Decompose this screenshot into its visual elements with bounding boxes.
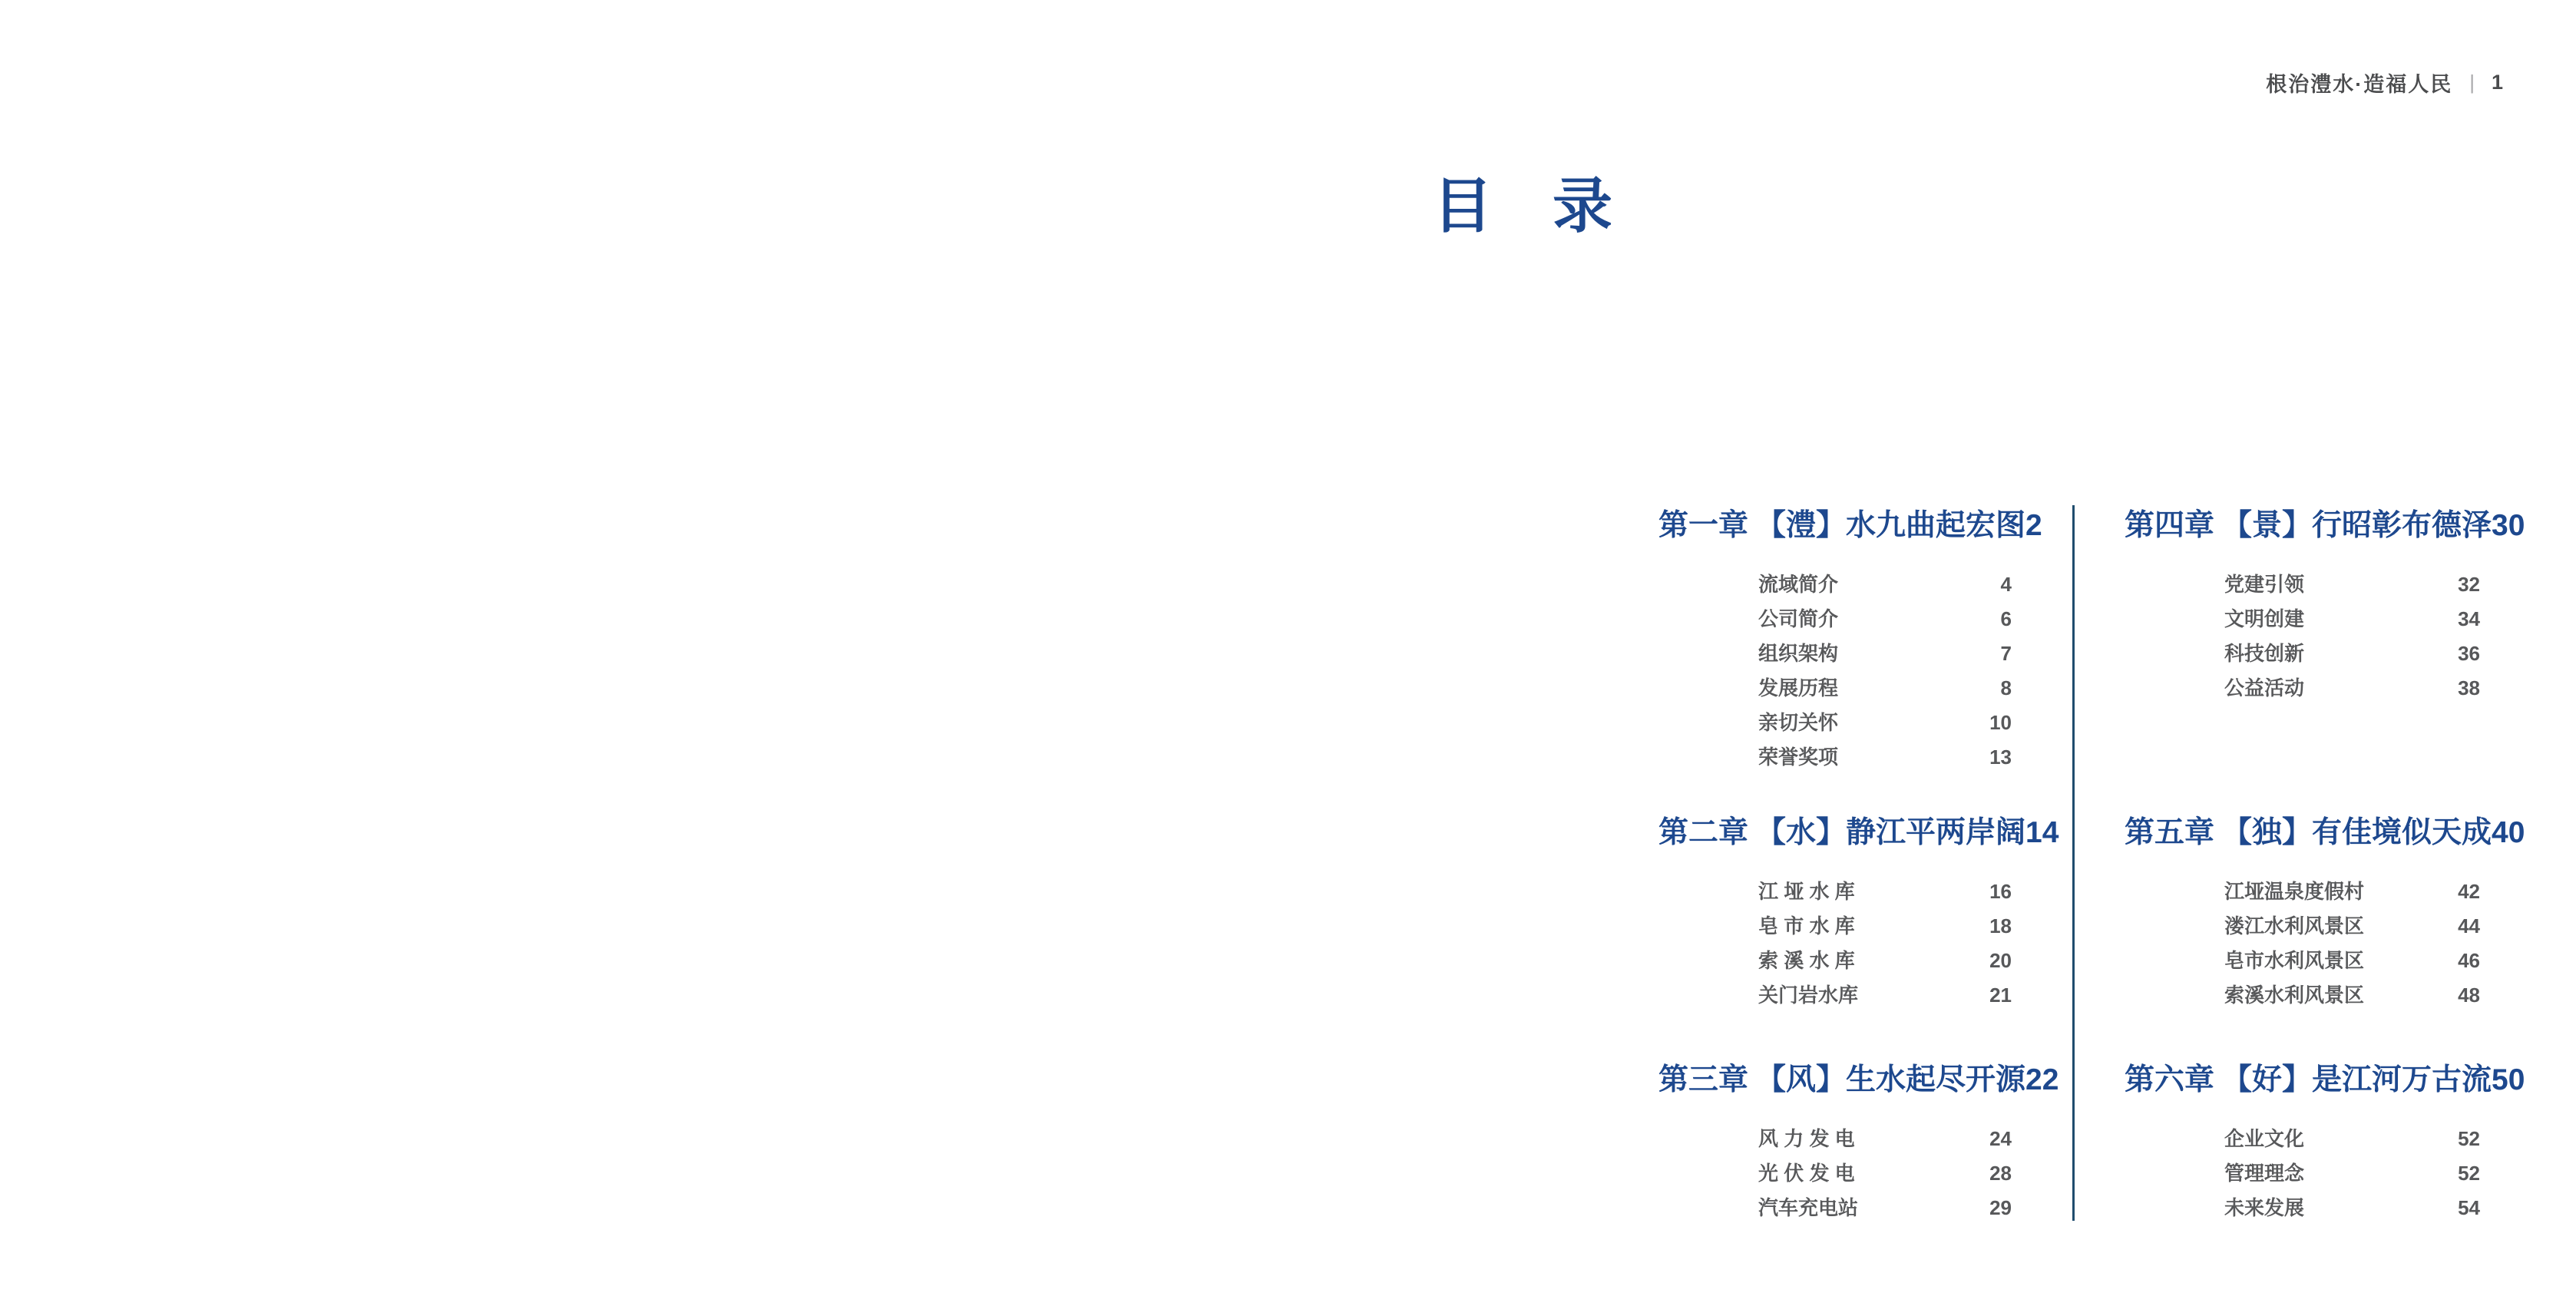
header-separator: | bbox=[2469, 71, 2475, 94]
chapter-items bbox=[2125, 875, 2480, 1013]
toc-item bbox=[1758, 740, 2012, 775]
page-number: 1 bbox=[2491, 71, 2503, 94]
toc-item-page-number: 10 bbox=[1989, 711, 2012, 734]
chapter-label: 第四章 bbox=[2125, 509, 2215, 542]
toc-page-title: 目 录 bbox=[1433, 172, 1613, 240]
chapter-title: 【澧】水九曲起宏图 bbox=[1756, 509, 2026, 542]
toc-item-page-number: 32 bbox=[2458, 573, 2480, 596]
chapter-page-number: 50 bbox=[2492, 1063, 2525, 1096]
toc-item-label: 管理理念 bbox=[2224, 1162, 2305, 1185]
chapter-title: 【好】是江河万古流 bbox=[2222, 1063, 2492, 1096]
toc-column-left bbox=[1658, 0, 2059, 1306]
toc-item bbox=[1758, 636, 2012, 671]
toc-item-label: 皂市水利风景区 bbox=[2224, 949, 2365, 972]
chapter-title: 【风】生水起尽开源 bbox=[1756, 1063, 2026, 1096]
toc-item-label: 荣誉奖项 bbox=[1758, 746, 1839, 769]
toc-item-page-number: 52 bbox=[2458, 1127, 2480, 1150]
chapter-title: 【独】有佳境似天成 bbox=[2222, 816, 2492, 849]
toc-item-page-number: 18 bbox=[1989, 914, 2012, 937]
toc-item bbox=[1758, 1156, 2012, 1191]
chapter-label: 第三章 bbox=[1658, 1063, 1749, 1096]
toc-item bbox=[2224, 671, 2480, 706]
chapter-title: 【景】行昭彰布德泽 bbox=[2222, 509, 2492, 542]
chapter-page-number: 2 bbox=[2025, 509, 2042, 542]
chapter-heading bbox=[1658, 508, 2042, 544]
column-divider bbox=[2072, 505, 2075, 1221]
toc-item bbox=[1758, 602, 2012, 636]
toc-item-label: 汽车充电站 bbox=[1758, 1196, 1859, 1219]
toc-item-label: 皂 市 水 库 bbox=[1758, 914, 1855, 937]
toc-item-page-number: 24 bbox=[1989, 1127, 2012, 1150]
chapter-title: 【水】静江平两岸阔 bbox=[1756, 816, 2026, 849]
toc-item bbox=[1758, 909, 2012, 944]
toc-item-page-number: 46 bbox=[2458, 949, 2480, 972]
toc-item bbox=[1758, 1191, 2012, 1225]
toc-item bbox=[2224, 944, 2480, 978]
toc-item-label: 索 溪 水 库 bbox=[1758, 949, 1855, 972]
chapter-label: 第一章 bbox=[1658, 509, 1749, 542]
chapter-block bbox=[2125, 815, 2525, 1013]
toc-item-page-number: 8 bbox=[2000, 676, 2012, 699]
chapter-label: 第五章 bbox=[2125, 816, 2215, 849]
toc-item-label: 公司简介 bbox=[1758, 607, 1839, 630]
toc-item-page-number: 7 bbox=[2000, 642, 2012, 665]
toc-item-page-number: 44 bbox=[2458, 914, 2480, 937]
toc-item-label: 流域简介 bbox=[1758, 573, 1839, 596]
toc-item bbox=[1758, 1122, 2012, 1156]
toc-item-page-number: 6 bbox=[2000, 607, 2012, 630]
toc-item bbox=[1758, 875, 2012, 909]
chapter-block bbox=[2125, 1063, 2525, 1225]
chapter-heading bbox=[2125, 815, 2525, 851]
chapter-heading bbox=[2125, 508, 2525, 544]
toc-item-page-number: 38 bbox=[2458, 676, 2480, 699]
chapter-page-number: 40 bbox=[2492, 816, 2525, 849]
toc-item-label: 索溪水利风景区 bbox=[2224, 984, 2365, 1007]
toc-item-label: 溇江水利风景区 bbox=[2224, 914, 2365, 937]
chapter-heading bbox=[1658, 1063, 2059, 1098]
toc-column-right bbox=[2125, 0, 2525, 1306]
toc-item bbox=[1758, 944, 2012, 978]
toc-item-page-number: 42 bbox=[2458, 880, 2480, 903]
toc-item-page-number: 36 bbox=[2458, 642, 2480, 665]
toc-item bbox=[2224, 978, 2480, 1013]
toc-item-page-number: 20 bbox=[1989, 949, 2012, 972]
chapter-page-number: 30 bbox=[2492, 509, 2525, 542]
toc-item-label: 亲切关怀 bbox=[1758, 711, 1839, 734]
toc-item-label: 党建引领 bbox=[2224, 573, 2305, 596]
toc-item bbox=[2224, 909, 2480, 944]
toc-item-label: 公益活动 bbox=[2224, 676, 2305, 699]
toc-item-label: 文明创建 bbox=[2224, 607, 2305, 630]
toc-item-page-number: 52 bbox=[2458, 1162, 2480, 1185]
toc-item bbox=[2224, 602, 2480, 636]
toc-item-label: 组织架构 bbox=[1758, 642, 1839, 665]
toc-item bbox=[2224, 875, 2480, 909]
toc-item bbox=[1758, 706, 2012, 740]
toc-item-label: 风 力 发 电 bbox=[1758, 1127, 1855, 1150]
chapter-block bbox=[1658, 508, 2042, 775]
toc-item-page-number: 21 bbox=[1989, 984, 2012, 1007]
toc-item-label: 企业文化 bbox=[2224, 1127, 2305, 1150]
toc-item-page-number: 4 bbox=[2000, 573, 2012, 596]
chapter-page-number: 14 bbox=[2025, 816, 2059, 849]
toc-item bbox=[2224, 1191, 2480, 1225]
chapter-heading bbox=[1658, 815, 2059, 851]
toc-item-label: 未来发展 bbox=[2224, 1196, 2305, 1219]
toc-item bbox=[2224, 1122, 2480, 1156]
toc-item-label: 科技创新 bbox=[2224, 642, 2305, 665]
toc-item-label: 江 垭 水 库 bbox=[1758, 880, 1855, 903]
toc-item-page-number: 34 bbox=[2458, 607, 2480, 630]
toc-item bbox=[2224, 636, 2480, 671]
toc-item-label: 光 伏 发 电 bbox=[1758, 1162, 1855, 1185]
toc-item bbox=[2224, 1156, 2480, 1191]
chapter-items bbox=[2125, 1122, 2480, 1225]
toc-item bbox=[1758, 567, 2012, 602]
chapter-items bbox=[1658, 875, 2012, 1013]
toc-item bbox=[1758, 671, 2012, 706]
chapter-block bbox=[1658, 815, 2059, 1013]
chapter-heading bbox=[2125, 1063, 2525, 1098]
chapter-items bbox=[2125, 567, 2480, 706]
toc-item-page-number: 29 bbox=[1989, 1196, 2012, 1219]
toc-item-page-number: 16 bbox=[1989, 880, 2012, 903]
toc-item-page-number: 48 bbox=[2458, 984, 2480, 1007]
chapter-items bbox=[1658, 567, 2012, 775]
toc-item bbox=[2224, 567, 2480, 602]
chapter-block bbox=[2125, 508, 2525, 706]
toc-item-page-number: 13 bbox=[1989, 746, 2012, 769]
chapter-items bbox=[1658, 1122, 2012, 1225]
toc-item-label: 江垭温泉度假村 bbox=[2224, 880, 2365, 903]
header-slogan: 根治澧水·造福人民 bbox=[2266, 73, 2453, 96]
toc-item bbox=[1758, 978, 2012, 1013]
chapter-label: 第六章 bbox=[2125, 1063, 2215, 1096]
toc-item-page-number: 28 bbox=[1989, 1162, 2012, 1185]
chapter-label: 第二章 bbox=[1658, 816, 1749, 849]
toc-item-page-number: 54 bbox=[2458, 1196, 2480, 1219]
toc-item-label: 关门岩水库 bbox=[1758, 984, 1859, 1007]
chapter-block bbox=[1658, 1063, 2059, 1225]
toc-item-label: 发展历程 bbox=[1758, 676, 1839, 699]
chapter-page-number: 22 bbox=[2025, 1063, 2059, 1096]
